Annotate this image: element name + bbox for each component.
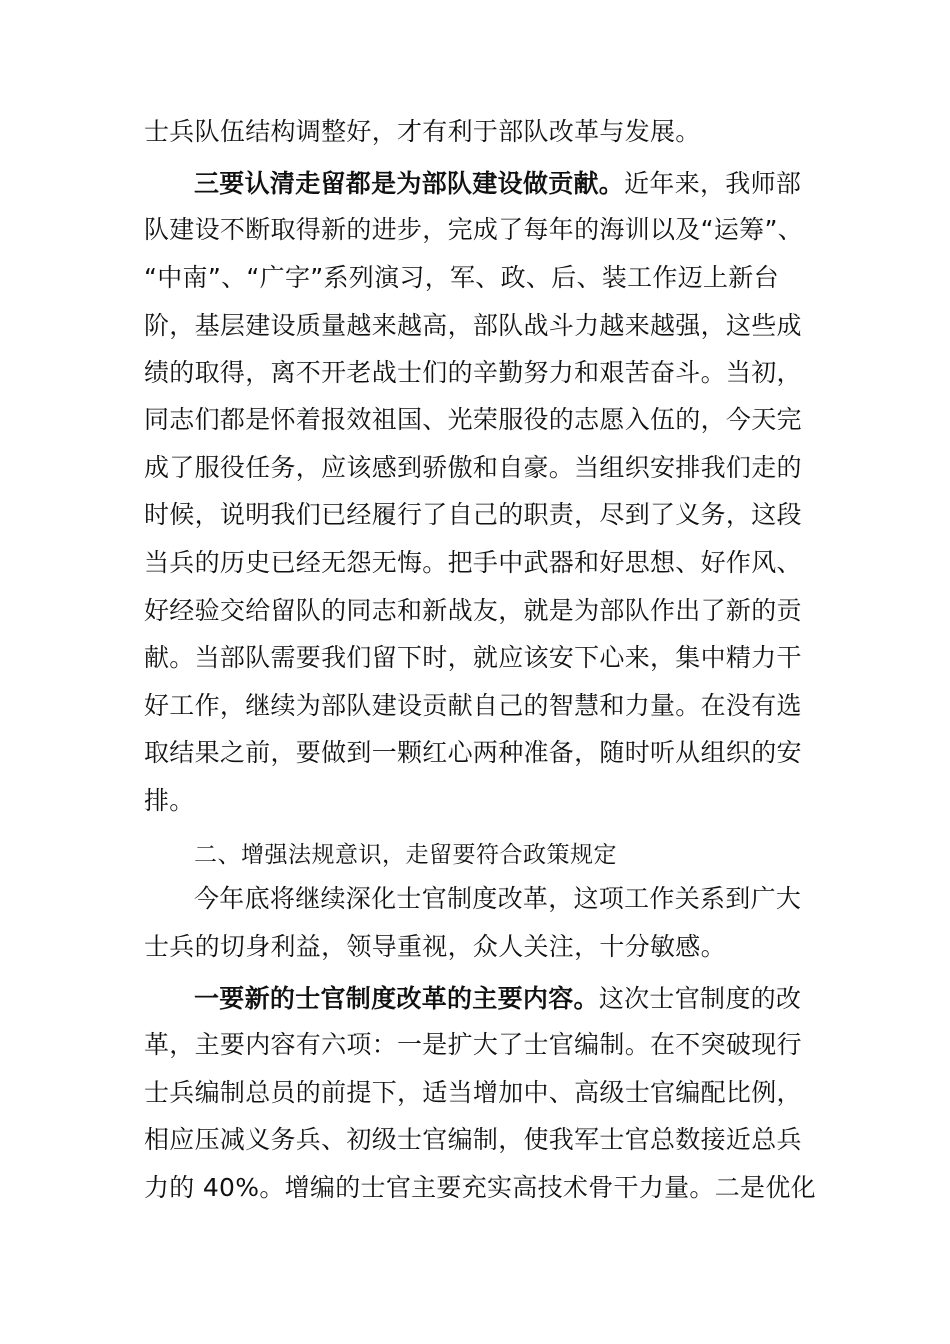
line-text: 当兵的历史已经无怨无悔。把手中武器和好思想、好作风、 xyxy=(144,548,802,577)
paragraph-line xyxy=(144,785,824,817)
heading-text: 二、增强法规意识，走留要符合政策规定 xyxy=(194,842,617,868)
line-text: 士兵的切身利益，领导重视，众人关注，十分敏感。 xyxy=(144,932,726,961)
line-text: 好工作，继续为部队建设贡献自己的智慧和力量。在没有选 xyxy=(144,691,802,720)
line-text: 士兵队伍结构调整好，才有利于部队改革与发展。 xyxy=(144,117,701,146)
paragraph-line xyxy=(194,168,824,200)
line-text: 队建设不断取得新的进步，完成了每年的海训以及“运筹”、 xyxy=(144,215,804,244)
line-text: 革，主要内容有六项：一是扩大了士官编制。在不突破现行 xyxy=(144,1030,802,1059)
line-text: 成了服役任务，应该感到骄傲和自豪。当组织安排我们走的 xyxy=(144,453,802,482)
paragraph-line xyxy=(144,1029,824,1061)
line-text: “中南”、“广字”系列演习，军、政、后、装工作迈上新台 xyxy=(144,263,779,292)
section-heading xyxy=(194,839,824,871)
paragraph-line xyxy=(144,737,824,769)
paragraph-line xyxy=(144,310,824,342)
paragraph-line xyxy=(144,1124,824,1156)
paragraph-line xyxy=(144,404,824,436)
section-lead-bold: 一要新的士官制度改革的主要内容。 xyxy=(194,984,599,1013)
paragraph-line xyxy=(144,547,824,579)
paragraph-line xyxy=(194,883,824,915)
paragraph-line xyxy=(144,262,824,294)
line-text: 同志们都是怀着报效祖国、光荣服役的志愿入伍的，今天完 xyxy=(144,405,802,434)
line-text: 好经验交给留队的同志和新战友，就是为部队作出了新的贡 xyxy=(144,596,802,625)
paragraph-line xyxy=(194,983,824,1015)
line-text: 排。 xyxy=(144,786,195,815)
paragraph-line xyxy=(144,1077,824,1109)
line-text: 时候，说明我们已经履行了自己的职责，尽到了义务，这段 xyxy=(144,500,802,529)
paragraph-line xyxy=(144,931,824,963)
paragraph-line xyxy=(144,452,824,484)
paragraph-line xyxy=(144,116,824,148)
line-text: 力的 40%。增编的士官主要充实高技术骨干力量。二是优化 xyxy=(144,1173,816,1202)
line-text: 绩的取得，离不开老战士们的辛勤努力和艰苦奋斗。当初， xyxy=(144,358,802,387)
paragraph-line xyxy=(144,214,824,246)
line-text: 这次士官制度的改 xyxy=(598,984,802,1013)
line-text: 近年来，我师部 xyxy=(624,169,802,198)
paragraph-line xyxy=(144,595,824,627)
line-text: 相应压减义务兵、初级士官编制，使我军士官总数接近总兵 xyxy=(144,1125,802,1154)
line-text: 献。当部队需要我们留下时，就应该安下心来，集中精力干 xyxy=(144,643,802,672)
line-text: 士兵编制总员的前提下，适当增加中、高级士官编配比例， xyxy=(144,1078,802,1107)
paragraph-line xyxy=(144,642,824,674)
paragraph-line xyxy=(144,357,824,389)
paragraph-line xyxy=(144,1172,824,1204)
line-text: 今年底将继续深化士官制度改革，这项工作关系到广大 xyxy=(194,884,802,913)
line-text: 阶，基层建设质量越来越高，部队战斗力越来越强，这些成 xyxy=(144,311,802,340)
line-text: 取结果之前，要做到一颗红心两种准备，随时听从组织的安 xyxy=(144,738,802,767)
paragraph-line xyxy=(144,690,824,722)
section-lead-bold: 三要认清走留都是为部队建设做贡献。 xyxy=(194,169,625,198)
paragraph-line xyxy=(144,499,824,531)
